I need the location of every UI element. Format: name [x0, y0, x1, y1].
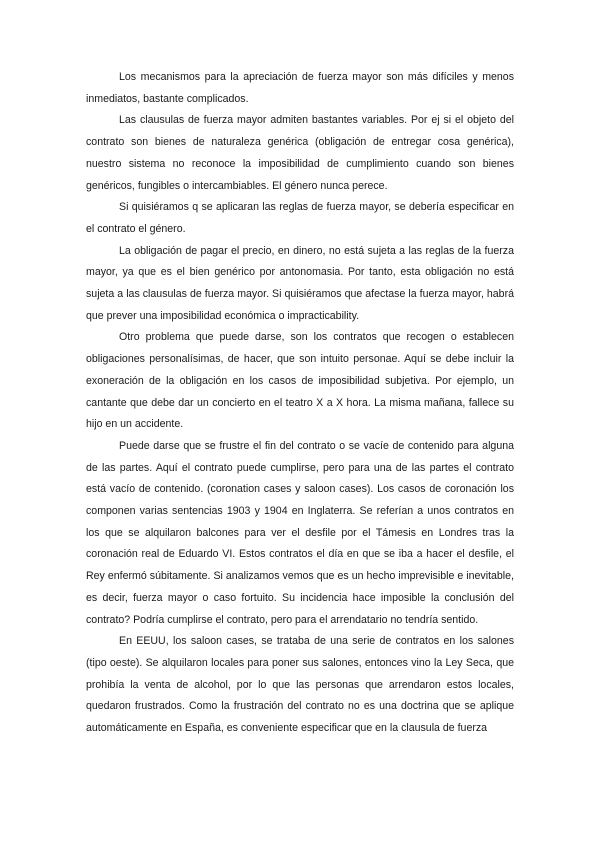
paragraph-5: Otro problema que puede darse, son los contratos que recogen o establecen obligaciones personalísimas, de hacer, que son intuito personae. Aquí se debe incluir la exoneración de la obligación en los casos de imposibilidad subjetiva. Por ejemplo, un cantante que debe dar un concierto en el teatro X a X hora. La misma mañana, fallece su hijo en un accidente. — [86, 331, 514, 431]
paragraph-1: Los mecanismos para la apreciación de fuerza mayor son más difíciles y menos inmediatos, bastante complicados. — [86, 71, 514, 105]
paragraph-4: La obligación de pagar el precio, en dinero, no está sujeta a las reglas de la fuerza mayor, ya que es el bien genérico por antonomasia. Por tanto, esta obligación no está sujeta a las clausulas de fuerza mayor. Si quisiéramos que afectase la fuerza mayor, habrá que prever una imposibilidad económica o impracticability. — [86, 244, 514, 322]
paragraph-7: En EEUU, los saloon cases, se trataba de una serie de contratos en los salones (tipo oeste). Se alquilaron locales para poner sus salones, entonces vino la Ley Seca, que prohibía la venta de alcohol, por lo que las personas que arrendaron estos locales, quedaron frustrados. Como la frustración del contrato no es una doctrina que se aplique automáticamente en España, es conveniente especificar que en la clausula de fuerza — [86, 635, 514, 735]
paragraph-6: Puede darse que se frustre el fin del contrato o se vacíe de contenido para alguna de las partes. Aquí el contrato puede cumplirse, pero para una de las partes el contrato está vacío de contenido. (coronation cases y saloon cases). Los casos de coronación los componen varias sentencias 1903 y 1904 en Inglaterra. Se referían a unos contratos en los que se alquilaron balcones para ver el desfile por el Támesis en Londres tras la coronación real de Eduardo VI. Estos contratos el día en que se iba a hacer el desfile, el Rey enfermó súbitamente. Si analizamos vemos que es un hecho imprevisible e inevitable, es decir, fuerza mayor o caso fortuito. Su incidencia hace imposible la conclusión del contrato? Podría cumplirse el contrato, pero para el arrendatario no tendría sentido. — [86, 439, 514, 626]
paragraph-3: Si quisiéramos q se aplicaran las reglas de fuerza mayor, se debería especificar en el contrato el género. — [86, 201, 514, 235]
document-page — [86, 67, 514, 740]
paragraph-2: Las clausulas de fuerza mayor admiten bastantes variables. Por ej si el objeto del contrato son bienes de naturaleza genérica (obligación de entregar cosa genérica), nuestro sistema no reconoce la imposibilidad de cumplimiento cuando son bienes genéricos, fungibles o intercambiables. El género nunca perece. — [86, 114, 514, 192]
